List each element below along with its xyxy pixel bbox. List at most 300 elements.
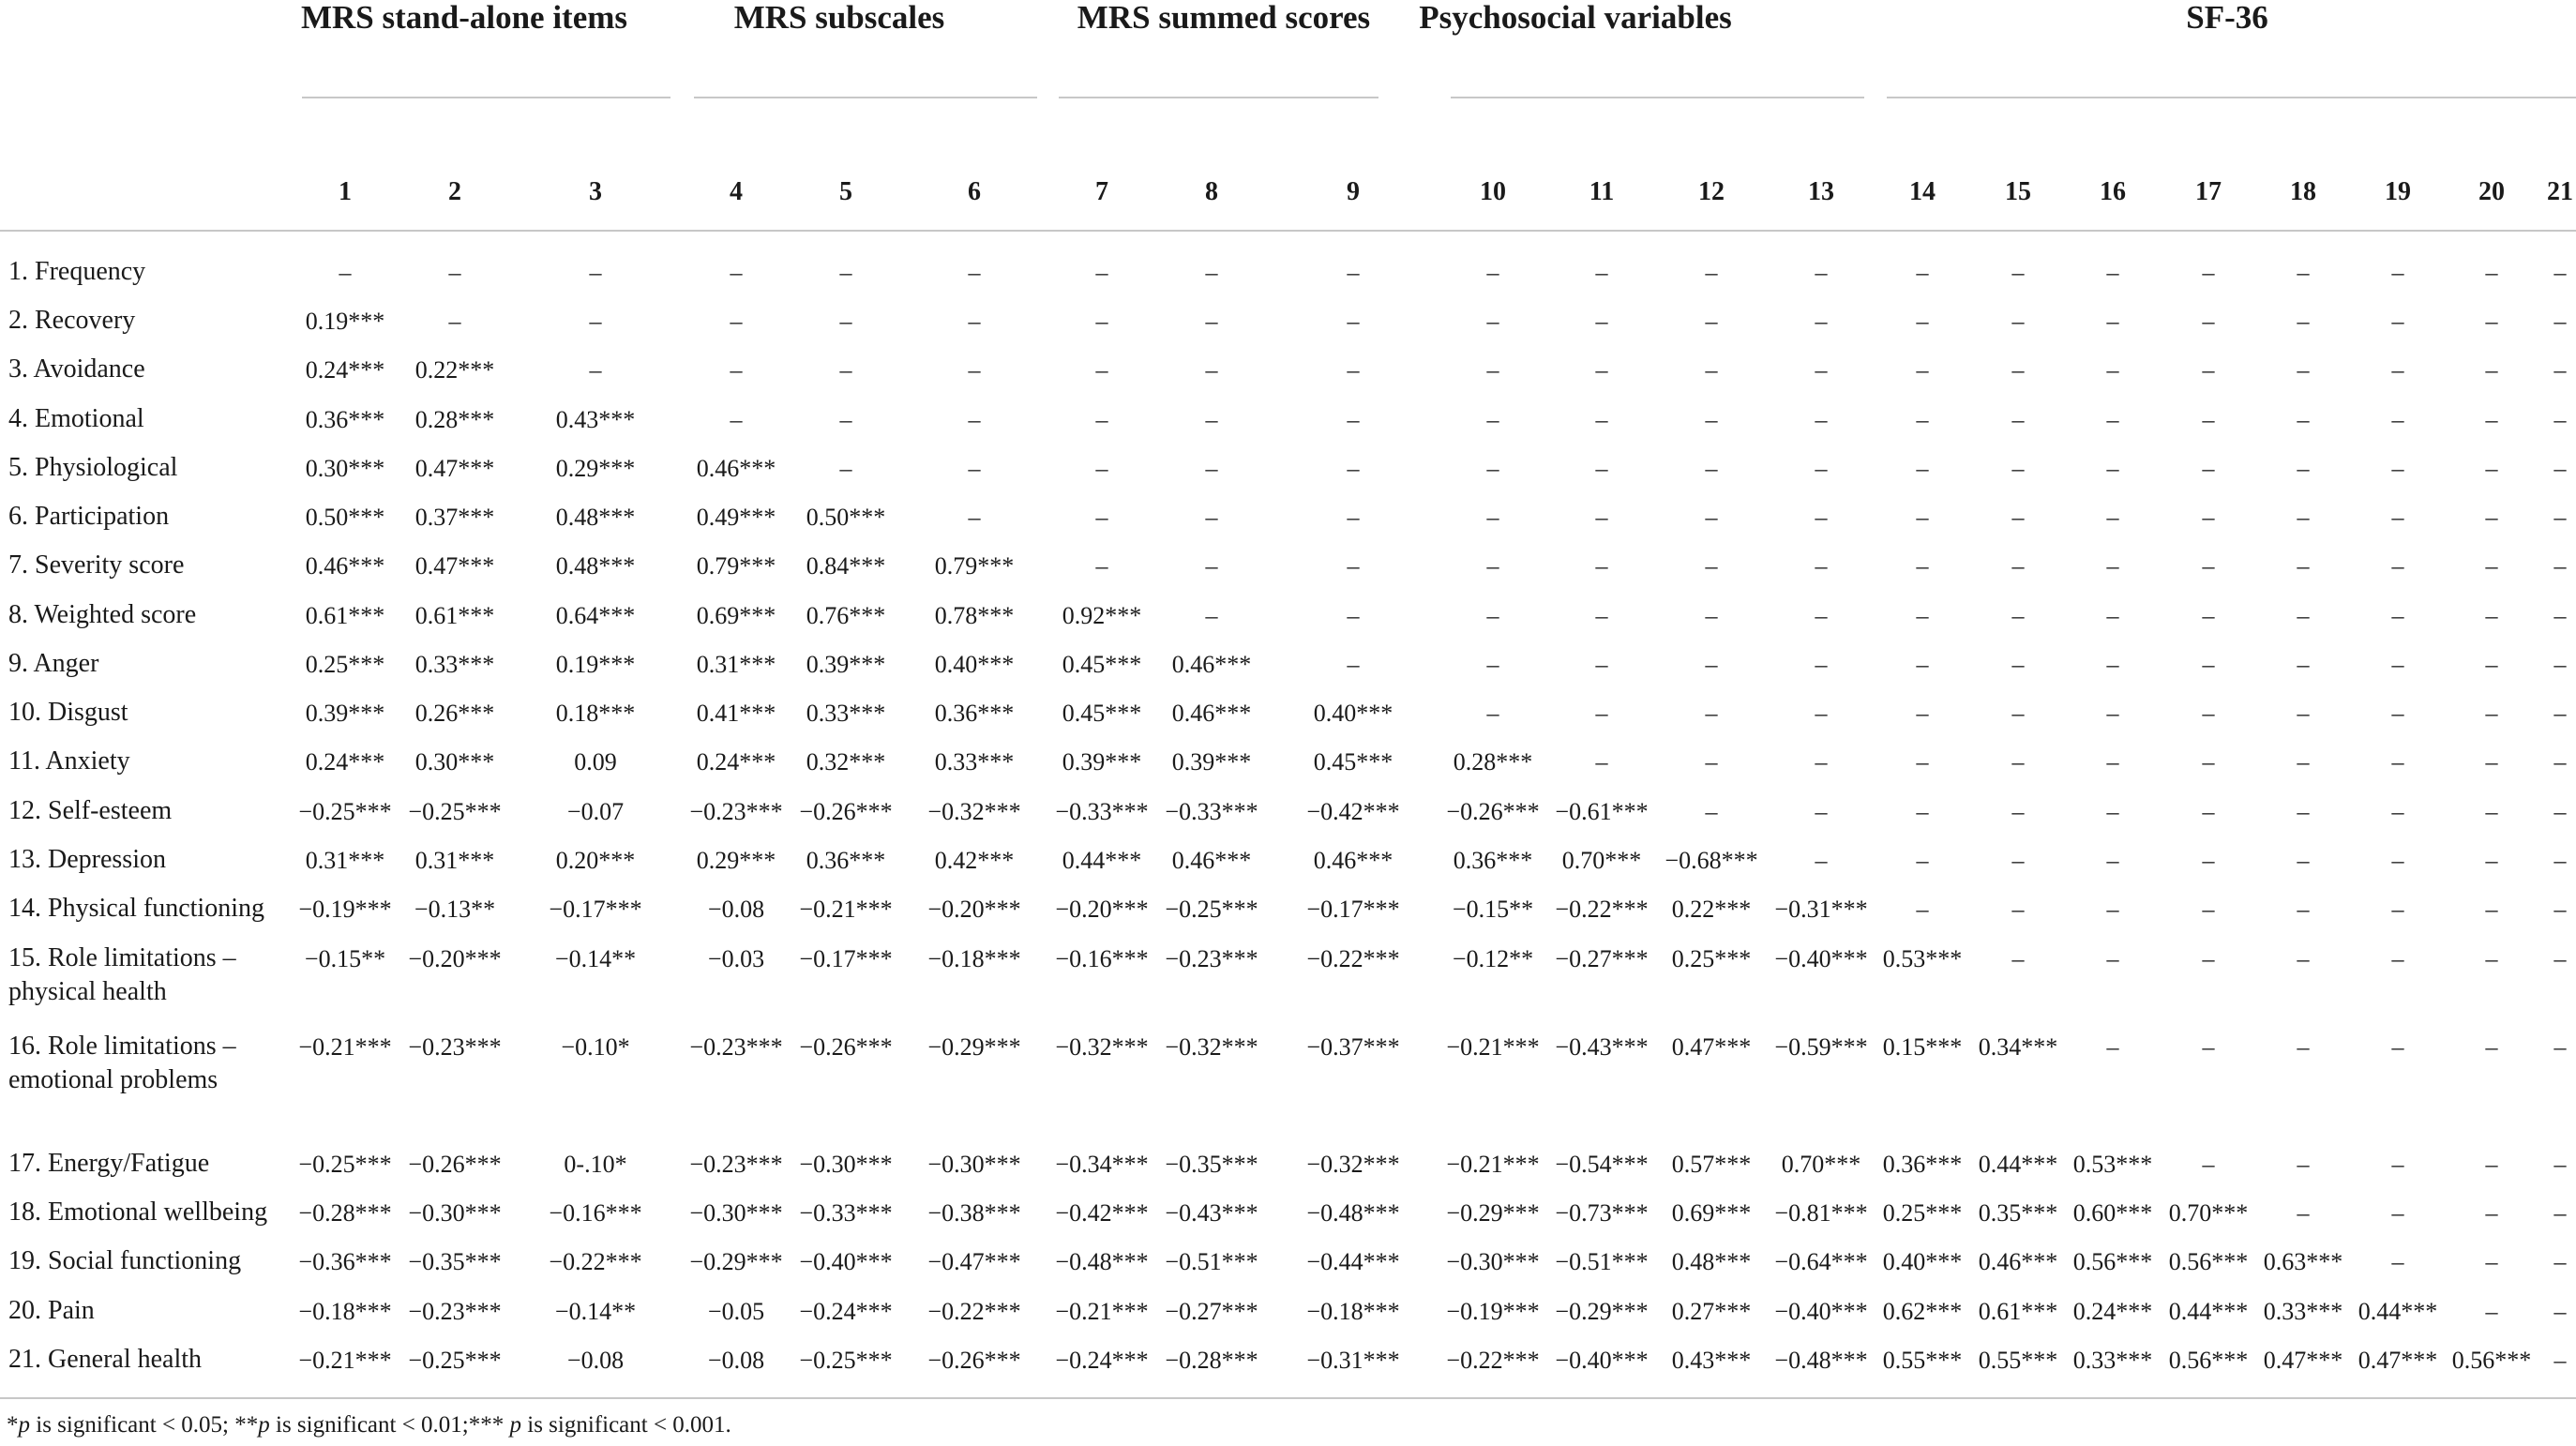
table-cell: –: [1095, 259, 1108, 286]
footnote-text-2: is significant < 0.01;***: [269, 1412, 510, 1438]
column-number-12: 12: [1698, 177, 1725, 206]
row-label: 2. Recovery: [8, 306, 136, 335]
table-cell: –: [1347, 259, 1360, 286]
table-cell: –: [2297, 259, 2310, 286]
column-number-15: 15: [2005, 177, 2031, 206]
table-cell: –: [2391, 504, 2404, 531]
table-cell: −0.51***: [1555, 1248, 1649, 1275]
table-cell: 0.22***: [414, 356, 495, 384]
table-cell: −0.40***: [799, 1248, 893, 1275]
table-cell: –: [2485, 406, 2498, 433]
table-cell: −0.43***: [1165, 1199, 1258, 1227]
column-number-9: 9: [1347, 177, 1360, 206]
table-cell: –: [2011, 308, 2025, 335]
table-cell: 0.40***: [1882, 1248, 1963, 1275]
table-cell: –: [839, 455, 852, 482]
table-cell: 0.46***: [1978, 1248, 2058, 1275]
table-cell: 0.33***: [414, 651, 495, 678]
table-cell: −0.29***: [1555, 1298, 1649, 1325]
table-cell: –: [2485, 651, 2498, 678]
table-cell: −0.30***: [1446, 1248, 1540, 1275]
table-cell: –: [2106, 798, 2119, 825]
table-cell: 0.46***: [1171, 700, 1252, 727]
table-cell: –: [2202, 455, 2215, 482]
table-cell: 0.47***: [1671, 1033, 1752, 1061]
table-cell: 0.70***: [2168, 1199, 2249, 1227]
table-cell: 0.50***: [806, 504, 886, 531]
column-number-3: 3: [589, 177, 602, 206]
table-cell: −0.21***: [799, 896, 893, 923]
column-number-8: 8: [1205, 177, 1218, 206]
table-cell: –: [2202, 748, 2215, 776]
table-cell: –: [2202, 602, 2215, 629]
table-cell: –: [2202, 552, 2215, 580]
table-cell: −0.21***: [298, 1033, 392, 1061]
table-cell: 0.20***: [555, 847, 636, 874]
table-cell: –: [1705, 356, 1718, 384]
table-cell: 0.61***: [1978, 1298, 2058, 1325]
table-cell: –: [2391, 651, 2404, 678]
table-cell: –: [1205, 455, 1218, 482]
table-cell: –: [730, 356, 743, 384]
group-header-1: MRS stand-alone items: [300, 0, 628, 36]
table-cell: 0.25***: [1671, 945, 1752, 972]
table-cell: −0.29***: [689, 1248, 783, 1275]
table-cell: –: [2553, 356, 2567, 384]
table-cell: –: [2485, 308, 2498, 335]
footnote-star: *: [7, 1412, 19, 1438]
table-cell: –: [2553, 259, 2567, 286]
table-cell: 0.48***: [555, 552, 636, 580]
table-cell: –: [2011, 504, 2025, 531]
table-cell: −0.23***: [689, 1033, 783, 1061]
table-cell: –: [2297, 1033, 2310, 1061]
group-rule-3: [1059, 97, 1378, 98]
table-cell: –: [2485, 700, 2498, 727]
table-cell: −0.08: [707, 1347, 765, 1374]
table-cell: –: [2391, 1248, 2404, 1275]
group-header-3: MRS summed scores: [1077, 0, 1371, 36]
table-cell: –: [2553, 651, 2567, 678]
table-cell: −0.23***: [408, 1033, 502, 1061]
table-cell: −0.22***: [1555, 896, 1649, 923]
table-cell: –: [1486, 552, 1499, 580]
table-cell: 0.27***: [1671, 1298, 1752, 1325]
table-cell: –: [1815, 602, 1828, 629]
row-label: 3. Avoidance: [8, 354, 145, 384]
table-cell: 0.49***: [696, 504, 776, 531]
table-cell: –: [1205, 602, 1218, 629]
group-rule-5: [1887, 97, 2576, 98]
table-cell: –: [2202, 1033, 2215, 1061]
table-cell: –: [2391, 552, 2404, 580]
table-cell: −0.08: [566, 1347, 625, 1374]
table-cell: −0.16***: [549, 1199, 642, 1227]
table-cell: −0.15**: [1452, 896, 1534, 923]
table-cell: –: [1705, 602, 1718, 629]
table-cell: –: [2553, 1298, 2567, 1325]
table-cell: −0.10*: [561, 1033, 630, 1061]
row-label: 19. Social functioning: [8, 1246, 242, 1275]
table-cell: −0.16***: [1055, 945, 1149, 972]
table-cell: –: [2485, 259, 2498, 286]
table-cell: −0.32***: [1306, 1151, 1400, 1178]
table-cell: 0.24***: [305, 356, 385, 384]
table-cell: –: [2297, 1199, 2310, 1227]
table-cell: –: [1486, 651, 1499, 678]
table-cell: 0.50***: [305, 504, 385, 531]
table-cell: –: [1705, 308, 1718, 335]
table-cell: 0.40***: [934, 651, 1015, 678]
table-cell: –: [1205, 504, 1218, 531]
table-cell: −0.30***: [408, 1199, 502, 1227]
table-cell: –: [1705, 700, 1718, 727]
table-cell: –: [1705, 455, 1718, 482]
table-cell: –: [2297, 455, 2310, 482]
table-cell: −0.36***: [298, 1248, 392, 1275]
table-cell: –: [2106, 602, 2119, 629]
footnote-p-3: p: [509, 1412, 521, 1438]
row-label: 9. Anger: [8, 649, 99, 678]
row-label: 17. Energy/Fatigue: [8, 1149, 210, 1178]
table-cell: −0.42***: [1055, 1199, 1149, 1227]
table-cell: 0.43***: [555, 406, 636, 433]
table-cell: −0.19***: [1446, 1298, 1540, 1325]
group-header-2: MRS subscales: [733, 0, 945, 36]
table-cell: –: [2106, 356, 2119, 384]
table-cell: 0.46***: [1171, 847, 1252, 874]
table-cell: –: [1815, 700, 1828, 727]
table-cell: −0.29***: [1446, 1199, 1540, 1227]
table-cell: −0.26***: [799, 798, 893, 825]
table-cell: –: [2391, 748, 2404, 776]
table-cell: –: [2011, 896, 2025, 923]
table-cell: –: [2553, 847, 2567, 874]
table-cell: –: [2297, 308, 2310, 335]
table-cell: 0.26***: [414, 700, 495, 727]
table-cell: –: [968, 406, 981, 433]
table-cell: 0.79***: [934, 552, 1015, 580]
table-cell: 0.44***: [2358, 1298, 2438, 1325]
table-cell: 0.70***: [1561, 847, 1642, 874]
table-cell: –: [2391, 356, 2404, 384]
table-cell: –: [1705, 651, 1718, 678]
table-cell: −0.27***: [1165, 1298, 1258, 1325]
table-cell: –: [1595, 455, 1608, 482]
table-cell: 0.24***: [696, 748, 776, 776]
table-cell: −0.30***: [799, 1151, 893, 1178]
table-cell: –: [2297, 798, 2310, 825]
table-cell: −0.40***: [1555, 1347, 1649, 1374]
table-cell: –: [1916, 308, 1929, 335]
table-cell: –: [2011, 552, 2025, 580]
table-cell: 0.39***: [1062, 748, 1142, 776]
table-cell: –: [2202, 945, 2215, 972]
table-cell: −0.54***: [1555, 1151, 1649, 1178]
table-cell: –: [1205, 406, 1218, 433]
table-cell: −0.23***: [689, 1151, 783, 1178]
table-cell: –: [1486, 259, 1499, 286]
table-cell: 0.44***: [2168, 1298, 2249, 1325]
table-cell: –: [2202, 1151, 2215, 1178]
table-cell: –: [2485, 504, 2498, 531]
table-cell: 0.31***: [696, 651, 776, 678]
table-cell: –: [339, 259, 352, 286]
table-cell: –: [2106, 455, 2119, 482]
table-cell: 0.09: [574, 748, 617, 776]
table-cell: 0.33***: [2263, 1298, 2343, 1325]
table-cell: –: [2297, 356, 2310, 384]
table-cell: –: [2485, 602, 2498, 629]
table-cell: –: [1486, 455, 1499, 482]
group-rule-2: [694, 97, 1037, 98]
table-cell: −0.48***: [1774, 1347, 1868, 1374]
table-cell: –: [1486, 406, 1499, 433]
table-cell: −0.35***: [408, 1248, 502, 1275]
table-cell: –: [2391, 945, 2404, 972]
table-cell: –: [2297, 847, 2310, 874]
table-cell: 0.46***: [1313, 847, 1393, 874]
table-cell: 0.45***: [1062, 651, 1142, 678]
table-cell: –: [1095, 356, 1108, 384]
table-cell: −0.23***: [689, 798, 783, 825]
table-bottom-rule: [0, 1397, 2576, 1399]
table-cell: 0.55***: [1978, 1347, 2058, 1374]
table-cell: −0.33***: [1165, 798, 1258, 825]
table-cell: −0.21***: [298, 1347, 392, 1374]
table-cell: –: [2011, 406, 2025, 433]
footnote-text-1: is significant < 0.05; **: [30, 1412, 259, 1438]
table-cell: –: [2553, 602, 2567, 629]
table-cell: –: [730, 259, 743, 286]
row-label: 21. General health: [8, 1345, 203, 1374]
table-cell: –: [1916, 847, 1929, 874]
table-cell: 0.39***: [1171, 748, 1252, 776]
table-cell: –: [2391, 602, 2404, 629]
row-label: 13. Depression: [8, 845, 166, 874]
table-cell: –: [1595, 504, 1608, 531]
table-cell: –: [2553, 945, 2567, 972]
table-cell: −0.12**: [1452, 945, 1534, 972]
table-cell: –: [1916, 455, 1929, 482]
table-cell: −0.31***: [1306, 1347, 1400, 1374]
table-cell: –: [1916, 406, 1929, 433]
table-cell: –: [968, 455, 981, 482]
footnote-p-1: p: [18, 1412, 30, 1438]
table-cell: −0.68***: [1665, 847, 1758, 874]
table-cell: −0.19***: [298, 896, 392, 923]
table-cell: 0.56***: [2072, 1248, 2153, 1275]
table-cell: –: [2297, 504, 2310, 531]
table-cell: –: [2485, 356, 2498, 384]
table-cell: –: [2553, 552, 2567, 580]
table-cell: −0.48***: [1055, 1248, 1149, 1275]
table-cell: –: [2202, 651, 2215, 678]
table-cell: –: [2106, 406, 2119, 433]
table-cell: –: [1916, 504, 1929, 531]
table-cell: –: [1705, 552, 1718, 580]
table-cell: −0.51***: [1165, 1248, 1258, 1275]
table-cell: –: [2553, 455, 2567, 482]
table-cell: −0.22***: [549, 1248, 642, 1275]
table-cell: −0.48***: [1306, 1199, 1400, 1227]
table-cell: –: [589, 356, 602, 384]
table-cell: –: [2011, 651, 2025, 678]
table-cell: –: [1205, 308, 1218, 335]
table-cell: –: [2391, 259, 2404, 286]
column-number-21: 21: [2547, 177, 2573, 206]
table-cell: –: [2391, 1033, 2404, 1061]
table-cell: –: [2202, 259, 2215, 286]
table-cell: –: [968, 259, 981, 286]
table-cell: –: [1916, 356, 1929, 384]
table-cell: −0.14**: [554, 1298, 637, 1325]
column-number-17: 17: [2195, 177, 2222, 206]
table-cell: 0.32***: [806, 748, 886, 776]
row-label: 15. Role limitations – physical health: [8, 943, 236, 1006]
table-cell: –: [1095, 504, 1108, 531]
table-cell: 0.18***: [555, 700, 636, 727]
table-cell: –: [2202, 308, 2215, 335]
table-cell: −0.32***: [1165, 1033, 1258, 1061]
table-cell: –: [1347, 356, 1360, 384]
table-cell: 0.44***: [1062, 847, 1142, 874]
table-cell: –: [839, 259, 852, 286]
table-cell: 0.22***: [1671, 896, 1752, 923]
table-cell: –: [2485, 1298, 2498, 1325]
table-cell: –: [2297, 945, 2310, 972]
table-cell: –: [1205, 259, 1218, 286]
table-cell: –: [1815, 798, 1828, 825]
table-cell: −0.33***: [799, 1199, 893, 1227]
table-cell: –: [1916, 259, 1929, 286]
table-cell: 0.30***: [414, 748, 495, 776]
table-cell: 0.25***: [305, 651, 385, 678]
table-cell: –: [2106, 896, 2119, 923]
table-cell: –: [2485, 552, 2498, 580]
table-cell: –: [2553, 896, 2567, 923]
table-cell: −0.34***: [1055, 1151, 1149, 1178]
table-cell: –: [1916, 602, 1929, 629]
table-cell: –: [2011, 602, 2025, 629]
table-cell: –: [730, 406, 743, 433]
table-cell: −0.26***: [927, 1347, 1021, 1374]
table-cell: 0.78***: [934, 602, 1015, 629]
table-cell: −0.20***: [1055, 896, 1149, 923]
column-number-4: 4: [730, 177, 743, 206]
table-cell: 0.57***: [1671, 1151, 1752, 1178]
table-cell: −0.38***: [927, 1199, 1021, 1227]
table-cell: –: [2202, 504, 2215, 531]
table-cell: –: [1347, 651, 1360, 678]
column-number-11: 11: [1589, 177, 1615, 206]
table-cell: –: [1486, 308, 1499, 335]
table-cell: 0.69***: [696, 602, 776, 629]
table-cell: 0.46***: [696, 455, 776, 482]
table-cell: 0.40***: [1313, 700, 1393, 727]
table-cell: 0.76***: [806, 602, 886, 629]
table-cell: –: [968, 504, 981, 531]
table-cell: –: [1815, 504, 1828, 531]
table-cell: –: [2297, 896, 2310, 923]
table-cell: –: [2297, 602, 2310, 629]
table-cell: −0.44***: [1306, 1248, 1400, 1275]
table-cell: –: [1095, 455, 1108, 482]
table-cell: 0.46***: [1171, 651, 1252, 678]
table-cell: −0.47***: [927, 1248, 1021, 1275]
table-cell: −0.22***: [1306, 945, 1400, 972]
table-cell: −0.43***: [1555, 1033, 1649, 1061]
table-cell: –: [1815, 847, 1828, 874]
table-cell: –: [2202, 406, 2215, 433]
table-cell: –: [2553, 1199, 2567, 1227]
table-cell: –: [2485, 798, 2498, 825]
table-cell: −0.25***: [298, 1151, 392, 1178]
table-cell: –: [2485, 1033, 2498, 1061]
table-cell: –: [2202, 798, 2215, 825]
row-label: 6. Participation: [8, 502, 170, 531]
table-cell: −0.15**: [304, 945, 386, 972]
table-cell: 0.64***: [555, 602, 636, 629]
table-cell: 0.56***: [2451, 1347, 2532, 1374]
column-number-20: 20: [2478, 177, 2505, 206]
table-cell: –: [2485, 896, 2498, 923]
table-cell: −0.08: [707, 896, 765, 923]
table-cell: 0.62***: [1882, 1298, 1963, 1325]
table-cell: –: [2553, 1151, 2567, 1178]
table-cell: –: [1705, 406, 1718, 433]
table-cell: –: [2106, 308, 2119, 335]
table-cell: –: [2106, 651, 2119, 678]
table-cell: −0.40***: [1774, 945, 1868, 972]
row-label: 14. Physical functioning: [8, 894, 264, 923]
table-cell: −0.35***: [1165, 1151, 1258, 1178]
table-cell: –: [2106, 847, 2119, 874]
table-cell: 0.29***: [555, 455, 636, 482]
table-cell: –: [2106, 259, 2119, 286]
table-cell: 0.24***: [305, 748, 385, 776]
table-cell: –: [1595, 406, 1608, 433]
table-cell: –: [1705, 798, 1718, 825]
table-cell: 0.55***: [1882, 1347, 1963, 1374]
table-cell: −0.23***: [408, 1298, 502, 1325]
table-cell: 0.63***: [2263, 1248, 2343, 1275]
table-cell: –: [448, 308, 461, 335]
table-cell: –: [2485, 748, 2498, 776]
table-cell: –: [2485, 1248, 2498, 1275]
column-number-10: 10: [1480, 177, 1506, 206]
column-number-6: 6: [968, 177, 981, 206]
table-cell: –: [1486, 602, 1499, 629]
table-cell: –: [2485, 455, 2498, 482]
table-cell: −0.18***: [1306, 1298, 1400, 1325]
table-cell: −0.61***: [1555, 798, 1649, 825]
table-cell: –: [2391, 798, 2404, 825]
table-cell: –: [2011, 259, 2025, 286]
table-cell: −0.26***: [799, 1033, 893, 1061]
table-cell: 0.56***: [2168, 1347, 2249, 1374]
table-cell: –: [1095, 552, 1108, 580]
row-label: 5. Physiological: [8, 453, 178, 482]
table-cell: –: [1347, 602, 1360, 629]
table-cell: 0.35***: [1978, 1199, 2058, 1227]
table-cell: –: [1347, 552, 1360, 580]
table-cell: –: [1916, 552, 1929, 580]
table-cell: –: [1347, 455, 1360, 482]
table-cell: 0.42***: [934, 847, 1015, 874]
table-cell: –: [1815, 308, 1828, 335]
table-cell: 0.43***: [1671, 1347, 1752, 1374]
